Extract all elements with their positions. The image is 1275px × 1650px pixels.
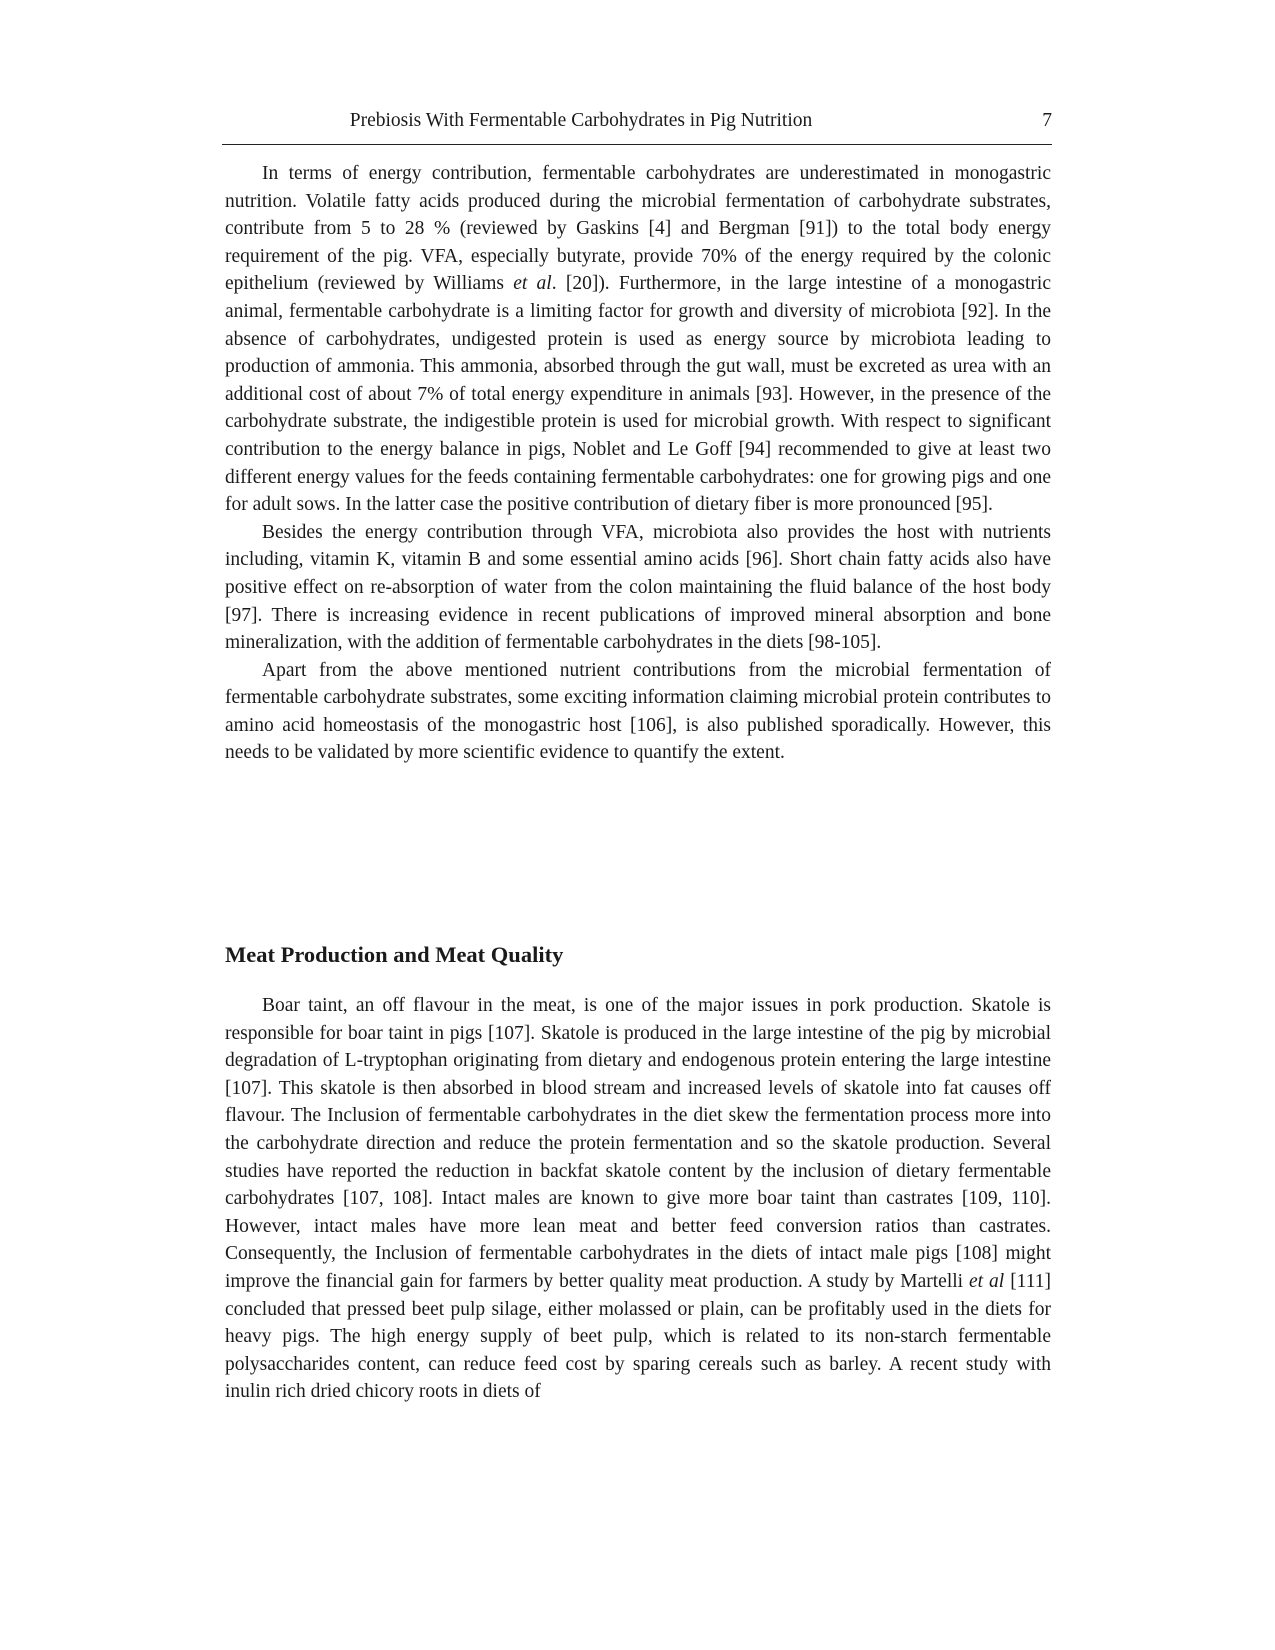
running-header	[222, 106, 1052, 136]
page-number: 7	[1042, 110, 1052, 131]
italic-run: et al	[513, 273, 552, 295]
paragraph	[225, 992, 1051, 1406]
text-run: . [20]). Furthermore, in the large intestine of a monogastric animal, fermentable carbohydrate is a limiting factor for growth and diversity of microbiota [92]. In the absence of carbohydrates, undigested protein is used as energy source by microbiota leading to production of ammonia. This ammonia, absorbed through the gut wall, must be excreted as urea with an additional cost of about 7% of total energy expenditure in animals [93]. However, in the presence of the carbohydrate substrate, the indigestible protein is used for microbial growth. With respect to significant contribution to the energy balance in pigs, Noblet and Le Goff [94] recommended to give at least two different energy values for the feeds containing fermentable carbohydrates: one for growing pigs and one for adult sows. In the latter case the positive contribution of dietary fiber is more pronounced [95].	[225, 273, 1051, 516]
section-meat-body	[225, 992, 1051, 1406]
text-run: [111] concluded that pressed beet pulp silage, either molassed or plain, can be profitably used in the diets for heavy pigs. The high energy supply of beet pulp, which is related to its non-starch fermentable polysaccharides content, can reduce feed cost by sparing cereals such as barley. A recent study with inulin rich dried chicory roots in diets of	[225, 1270, 1051, 1403]
paragraph	[225, 160, 1051, 519]
text-run: In terms of energy contribution, fermentable carbohydrates are underestimated in monogastric nutrition. Volatile fatty acids produced during the microbial fermentation of carbohydrate substrates, contribute from 5 to 28 % (reviewed by Gaskins [4] and Bergman [91]) to the total body energy requirement of the pig. VFA, especially butyrate, provide 70% of the energy required by the colonic epithelium (reviewed by Williams	[225, 163, 1051, 295]
section-heading: Meat Production and Meat Quality	[225, 942, 564, 967]
running-title: Prebiosis With Fermentable Carbohydrates in Pig Nutrition	[349, 110, 813, 131]
paragraph: Besides the energy contribution through VFA, microbiota also provides the host with nutrients including, vitamin K, vitamin B and some essential amino acids [96]. Short chain fatty acids also have positive effect on re-absorption of water from the colon maintaining the fluid balance of the host body [97]. There is increasing evidence in recent publications of improved mineral absorption and bone mineralization, with the addition of fermentable carbohydrates in the diets [98-105].	[225, 521, 1051, 654]
italic-run: et al	[969, 1270, 1005, 1292]
section-energy-body	[225, 160, 1051, 767]
header-divider	[222, 144, 1052, 145]
text-run: Boar taint, an off flavour in the meat, is one of the major issues in pork production. Skatole is responsible for boar taint in pigs [107]. Skatole is produced in the large intestine of the pig by microbial degradation of L-tryptophan originating from dietary and endogenous protein entering the large intestine [107]. This skatole is then absorbed in blood stream and increased levels of skatole into fat causes off flavour. The Inclusion of fermentable carbohydrates in the diet skew the fermentation process more into the carbohydrate direction and reduce the protein fermentation and so the skatole production. Several studies have reported the reduction in backfat skatole content by the inclusion of dietary fermentable carbohydrates [107, 108]. Intact males are known to give more boar taint than castrates [109, 110]. However, intact males have more lean meat and better feed conversion ratios than castrates. Consequently, the Inclusion of fermentable carbohydrates in the diets of intact male pigs [108] might improve the financial gain for farmers by better quality meat production. A study by Martelli	[225, 995, 1051, 1292]
paragraph: Apart from the above mentioned nutrient contributions from the microbial fermentation of fermentable carbohydrate substrates, some exciting information claiming microbial protein contributes to amino acid homeostasis of the monogastric host [106], is also published sporadically. However, this needs to be validated by more scientific evidence to quantify the extent.	[225, 659, 1051, 764]
